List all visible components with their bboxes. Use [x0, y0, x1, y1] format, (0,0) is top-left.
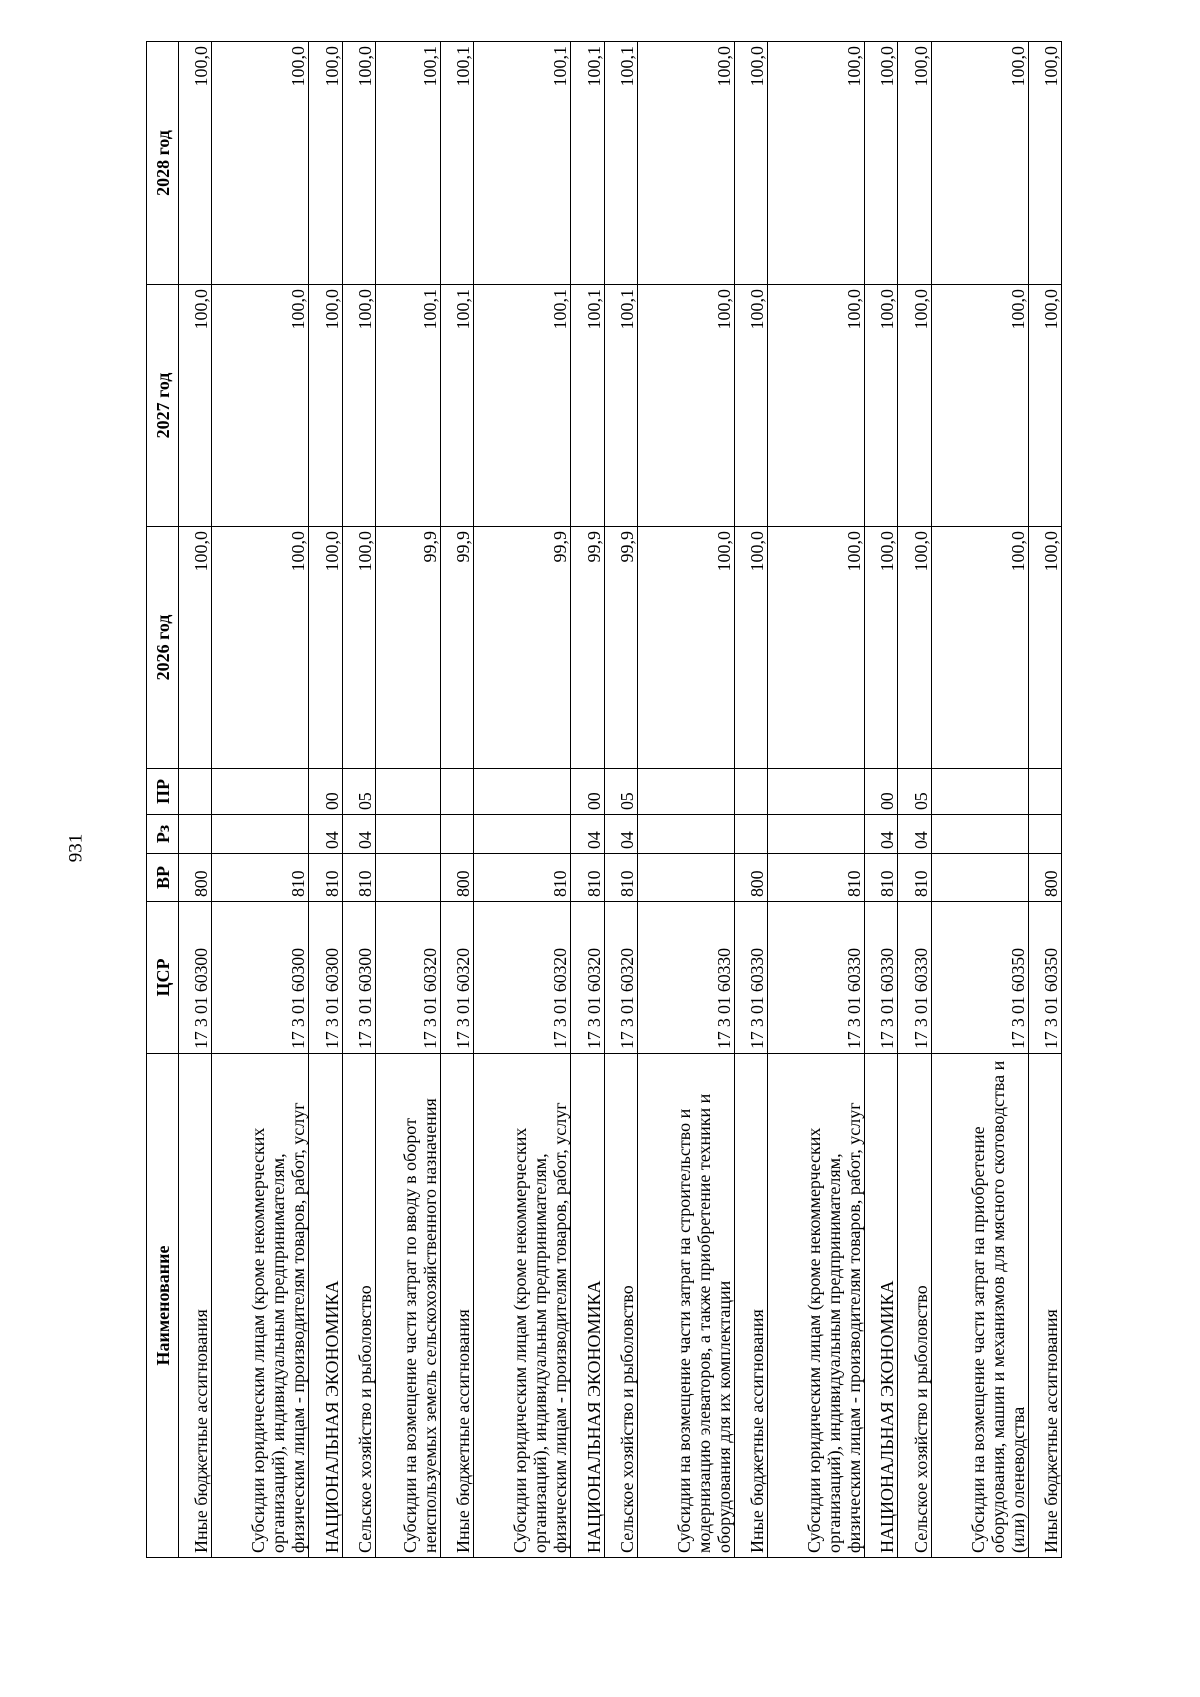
- cell-csr: 17 3 01 60320: [474, 902, 571, 1054]
- rotated-table-container: [146, 42, 1062, 1558]
- cell-name: Субсидии на возмещение части затрат на строительство и модернизацию элеваторов, а также приобретение техники и оборудования для их комплектации: [637, 1054, 734, 1558]
- cell-2027: 100,0: [637, 285, 734, 527]
- table-row: [898, 42, 931, 1558]
- cell-2028: 100,1: [474, 42, 571, 285]
- cell-vr: 810: [212, 854, 309, 902]
- cell-2026: 100,0: [309, 527, 342, 769]
- cell-2027: 100,0: [342, 285, 375, 527]
- header-vr: ВР: [147, 854, 179, 902]
- table-row: [375, 42, 440, 1558]
- cell-vr: [375, 854, 440, 902]
- cell-2026: 99,9: [441, 527, 474, 769]
- header-pr: ПР: [147, 769, 179, 815]
- cell-vr: 810: [604, 854, 637, 902]
- cell-2028: 100,1: [375, 42, 440, 285]
- cell-csr: 17 3 01 60350: [1028, 902, 1061, 1054]
- cell-2027: 100,0: [768, 285, 865, 527]
- cell-rz: [637, 815, 734, 854]
- cell-csr: 17 3 01 60300: [212, 902, 309, 1054]
- cell-csr: 17 3 01 60320: [571, 902, 604, 1054]
- cell-2027: 100,0: [734, 285, 767, 527]
- cell-2027: 100,0: [931, 285, 1028, 527]
- table-row: [865, 42, 898, 1558]
- table-row: [931, 42, 1028, 1558]
- cell-csr: 17 3 01 60330: [768, 902, 865, 1054]
- cell-pr: [375, 769, 440, 815]
- cell-name: Субсидии на возмещение части затрат на приобретение оборудования, машин и механизмов для мясного скотоводства и (или) оленеводства: [931, 1054, 1028, 1558]
- table-row: [342, 42, 375, 1558]
- cell-pr: [768, 769, 865, 815]
- cell-name: Сельское хозяйство и рыболовство: [898, 1054, 931, 1558]
- table-row: [571, 42, 604, 1558]
- cell-2026: 99,9: [474, 527, 571, 769]
- cell-rz: 04: [898, 815, 931, 854]
- budget-table: [146, 41, 1062, 1558]
- cell-2026: 100,0: [865, 527, 898, 769]
- cell-rz: 04: [342, 815, 375, 854]
- cell-2027: 100,0: [898, 285, 931, 527]
- cell-2028: 100,0: [898, 42, 931, 285]
- cell-pr: [931, 769, 1028, 815]
- cell-name: Субсидии юридическим лицам (кроме некоммерческих организаций), индивидуальным предпринимателям, физическим лицам - производителям товаров, работ, услуг: [212, 1054, 309, 1558]
- cell-2027: 100,0: [865, 285, 898, 527]
- table-row: [179, 42, 212, 1558]
- cell-name: Субсидии на возмещение части затрат по вводу в оборот неиспользуемых земель сельскохозяйственного назначения: [375, 1054, 440, 1558]
- cell-pr: 00: [865, 769, 898, 815]
- cell-rz: 04: [865, 815, 898, 854]
- cell-vr: 810: [865, 854, 898, 902]
- cell-csr: 17 3 01 60300: [179, 902, 212, 1054]
- cell-2028: 100,1: [441, 42, 474, 285]
- cell-pr: 05: [342, 769, 375, 815]
- cell-2028: 100,0: [309, 42, 342, 285]
- header-rz: Рз: [147, 815, 179, 854]
- cell-vr: [931, 854, 1028, 902]
- cell-2027: 100,1: [375, 285, 440, 527]
- cell-2027: 100,0: [309, 285, 342, 527]
- cell-csr: 17 3 01 60300: [342, 902, 375, 1054]
- table-body: [179, 42, 1062, 1558]
- header-name: Наименование: [147, 1054, 179, 1558]
- cell-2028: 100,0: [1028, 42, 1061, 285]
- cell-vr: 800: [734, 854, 767, 902]
- cell-vr: [637, 854, 734, 902]
- cell-rz: 04: [604, 815, 637, 854]
- cell-2028: 100,0: [734, 42, 767, 285]
- cell-2026: 100,0: [342, 527, 375, 769]
- cell-csr: 17 3 01 60300: [309, 902, 342, 1054]
- cell-rz: [734, 815, 767, 854]
- cell-csr: 17 3 01 60320: [441, 902, 474, 1054]
- cell-pr: [474, 769, 571, 815]
- table-row: [604, 42, 637, 1558]
- table-row: [441, 42, 474, 1558]
- cell-2028: 100,0: [212, 42, 309, 285]
- table-row: [474, 42, 571, 1558]
- cell-2026: 100,0: [734, 527, 767, 769]
- cell-2028: 100,1: [604, 42, 637, 285]
- cell-name: НАЦИОНАЛЬНАЯ ЭКОНОМИКА: [571, 1054, 604, 1558]
- cell-vr: 810: [898, 854, 931, 902]
- cell-2028: 100,0: [865, 42, 898, 285]
- cell-rz: [1028, 815, 1061, 854]
- cell-2026: 99,9: [375, 527, 440, 769]
- header-row: [147, 42, 179, 1558]
- cell-name: Сельское хозяйство и рыболовство: [342, 1054, 375, 1558]
- cell-2028: 100,0: [931, 42, 1028, 285]
- cell-2027: 100,0: [212, 285, 309, 527]
- header-2027: 2027 год: [147, 285, 179, 527]
- cell-vr: 810: [309, 854, 342, 902]
- cell-name: Субсидии юридическим лицам (кроме некоммерческих организаций), индивидуальным предпринимателям, физическим лицам - производителям товаров, работ, услуг: [474, 1054, 571, 1558]
- cell-vr: 810: [768, 854, 865, 902]
- cell-name: Сельское хозяйство и рыболовство: [604, 1054, 637, 1558]
- cell-pr: 05: [898, 769, 931, 815]
- cell-rz: [179, 815, 212, 854]
- cell-pr: 05: [604, 769, 637, 815]
- cell-2028: 100,0: [768, 42, 865, 285]
- cell-name: Субсидии юридическим лицам (кроме некоммерческих организаций), индивидуальным предпринимателям, физическим лицам - производителям товаров, работ, услуг: [768, 1054, 865, 1558]
- cell-pr: [734, 769, 767, 815]
- table-row: [637, 42, 734, 1558]
- cell-vr: 810: [474, 854, 571, 902]
- table-row: [212, 42, 309, 1558]
- cell-rz: [212, 815, 309, 854]
- cell-rz: 04: [571, 815, 604, 854]
- cell-vr: 800: [1028, 854, 1061, 902]
- cell-2027: 100,0: [1028, 285, 1061, 527]
- cell-2028: 100,1: [571, 42, 604, 285]
- cell-pr: [212, 769, 309, 815]
- cell-pr: 00: [309, 769, 342, 815]
- cell-rz: 04: [309, 815, 342, 854]
- cell-2027: 100,0: [179, 285, 212, 527]
- cell-pr: [1028, 769, 1061, 815]
- cell-rz: [768, 815, 865, 854]
- cell-name: Иные бюджетные ассигнования: [179, 1054, 212, 1558]
- page-number: 931: [65, 833, 87, 863]
- cell-rz: [931, 815, 1028, 854]
- cell-2028: 100,0: [179, 42, 212, 285]
- cell-2027: 100,1: [604, 285, 637, 527]
- cell-2028: 100,0: [637, 42, 734, 285]
- cell-pr: [637, 769, 734, 815]
- cell-rz: [474, 815, 571, 854]
- table-row: [309, 42, 342, 1558]
- cell-csr: 17 3 01 60330: [898, 902, 931, 1054]
- cell-rz: [375, 815, 440, 854]
- cell-vr: 810: [571, 854, 604, 902]
- cell-csr: 17 3 01 60330: [734, 902, 767, 1054]
- cell-vr: 810: [342, 854, 375, 902]
- cell-2026: 100,0: [768, 527, 865, 769]
- cell-name: НАЦИОНАЛЬНАЯ ЭКОНОМИКА: [309, 1054, 342, 1558]
- cell-pr: [441, 769, 474, 815]
- cell-2026: 100,0: [931, 527, 1028, 769]
- cell-2027: 100,1: [441, 285, 474, 527]
- cell-2026: 100,0: [898, 527, 931, 769]
- cell-vr: 800: [179, 854, 212, 902]
- cell-2026: 100,0: [1028, 527, 1061, 769]
- cell-csr: 17 3 01 60350: [931, 902, 1028, 1054]
- cell-2027: 100,1: [571, 285, 604, 527]
- cell-csr: 17 3 01 60330: [637, 902, 734, 1054]
- header-2026: 2026 год: [147, 527, 179, 769]
- cell-csr: 17 3 01 60320: [375, 902, 440, 1054]
- table-row: [1028, 42, 1061, 1558]
- cell-pr: 00: [571, 769, 604, 815]
- cell-name: Иные бюджетные ассигнования: [1028, 1054, 1061, 1558]
- cell-2028: 100,0: [342, 42, 375, 285]
- cell-vr: 800: [441, 854, 474, 902]
- cell-2026: 100,0: [637, 527, 734, 769]
- header-csr: ЦСР: [147, 902, 179, 1054]
- cell-2026: 100,0: [212, 527, 309, 769]
- table-row: [768, 42, 865, 1558]
- cell-csr: 17 3 01 60330: [865, 902, 898, 1054]
- header-2028: 2028 год: [147, 42, 179, 285]
- table-row: [734, 42, 767, 1558]
- cell-2026: 99,9: [604, 527, 637, 769]
- cell-2026: 99,9: [571, 527, 604, 769]
- cell-2027: 100,1: [474, 285, 571, 527]
- cell-name: НАЦИОНАЛЬНАЯ ЭКОНОМИКА: [865, 1054, 898, 1558]
- cell-pr: [179, 769, 212, 815]
- cell-rz: [441, 815, 474, 854]
- cell-csr: 17 3 01 60320: [604, 902, 637, 1054]
- cell-name: Иные бюджетные ассигнования: [441, 1054, 474, 1558]
- cell-2026: 100,0: [179, 527, 212, 769]
- cell-name: Иные бюджетные ассигнования: [734, 1054, 767, 1558]
